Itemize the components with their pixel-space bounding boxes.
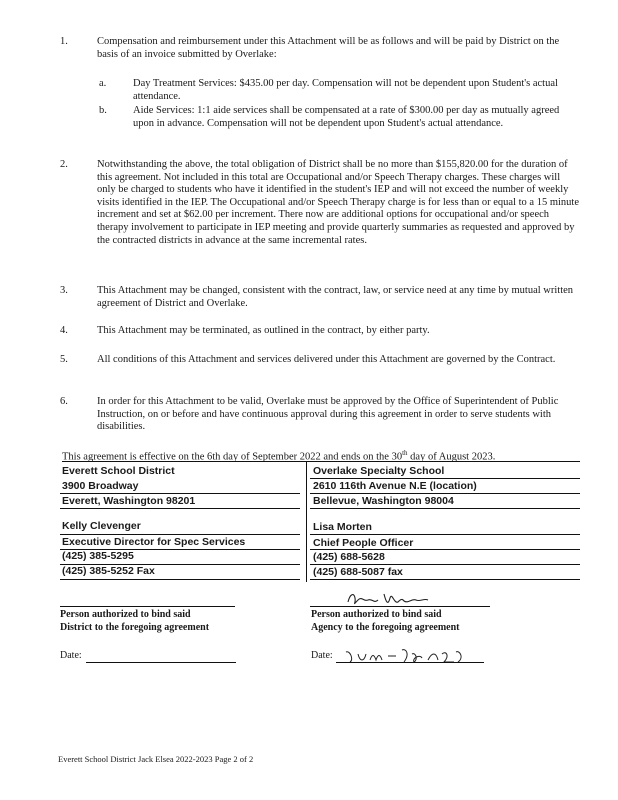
effective-superscript: th [402, 449, 408, 457]
item-text: All conditions of this Attachment and services delivered under this Attachment are governed by the Contract. [97, 354, 556, 365]
district-address-line2: Everett, Washington 98201 [62, 495, 196, 507]
date-label-right: Date: [311, 650, 333, 661]
agency-contact-title: Chief People Officer [313, 537, 414, 549]
date-line-left [86, 662, 236, 663]
underline [60, 493, 300, 494]
item-text: Notwithstanding the above, the total obligation of District shall be no more than $155,820.00 for the duration of this agreement. Not included in this total are Occupational and/or Speech Therapy charges. These charges will only be charged to students who have it identified in the student's IEP and will not exceed the number of weekly visits identified in the IEP. The Occupational and/or Speech Therapy charge is for less than or equal to a 15 minute increment and set at $62.00 per increment. There now are additional options for occupational and/or speech therapy involvement to participate in IEP meeting and provide quarterly summaries as requested and approved by the contracted districts in advance at the same incremental rates. [97, 159, 580, 246]
underline [310, 508, 580, 509]
item-text: Compensation and reimbursement under this Attachment will be as follows and will be paid by District on the basis of an invoice submitted by Overlake: [97, 36, 560, 60]
left-caption-line2: District to the foregoing agreement [60, 622, 210, 633]
effective-text-start: This agreement is effective on the 6th day of September 2022 and ends on the 30 [62, 451, 403, 463]
underline [310, 564, 580, 565]
subitem-letter: b. [99, 105, 107, 116]
effective-text-end: day of August 2023. [407, 451, 496, 463]
right-caption-line2: Agency to the foregoing agreement [311, 622, 460, 633]
item-text: This Attachment may be terminated, as outlined in the contract, by either party. [97, 325, 430, 336]
agency-phone: (425) 688-5628 [313, 551, 385, 563]
item-text: In order for this Attachment to be valid, Overlake must be approved by the Office of Superintendent of Public Instruction, on or before and have continuous approval during this agreement in order to serve students with disabilities. [97, 396, 559, 433]
agency-name: Overlake Specialty School [313, 465, 445, 477]
date-label-left: Date: [60, 650, 82, 661]
agency-contact-name: Lisa Morten [313, 521, 372, 533]
date-line-right [336, 662, 484, 663]
item-number: 3. [60, 285, 68, 296]
signature-line-left [60, 606, 235, 607]
agency-fax: (425) 688-5087 fax [313, 566, 403, 578]
page-footer: Everett School District Jack Elsea 2022-2023 Page 2 of 2 [58, 754, 254, 764]
underline [310, 478, 580, 479]
district-address-line1: 3900 Broadway [62, 480, 139, 492]
signature-line-right [310, 606, 490, 607]
item-number: 4. [60, 325, 68, 336]
district-phone: (425) 385-5295 [62, 550, 134, 562]
divider-line [62, 461, 580, 462]
item-number: 2. [60, 159, 68, 170]
district-name: Everett School District [62, 465, 175, 477]
underline [310, 579, 580, 580]
item-text: This Attachment may be changed, consistent with the contract, law, or service need at any time by mutual written agreement of District and Overlake. [97, 285, 574, 309]
agency-address-line1: 2610 116th Avenue N.E (location) [313, 480, 477, 492]
item-number: 1. [60, 36, 68, 47]
left-signature-caption [60, 608, 209, 634]
right-signature-caption [311, 608, 459, 634]
district-contact-name: Kelly Clevenger [62, 520, 141, 532]
underline [60, 508, 300, 509]
subitem-text: Day Treatment Services: $435.00 per day. Compensation will not be dependent upon Student's actual attendance. [133, 78, 558, 102]
district-fax: (425) 385-5252 Fax [62, 565, 155, 577]
right-caption-line1: Person authorized to bind said [311, 609, 442, 620]
item-number: 5. [60, 354, 68, 365]
subitem-letter: a. [99, 78, 107, 89]
column-divider [306, 462, 307, 582]
underline [60, 534, 300, 535]
agency-address-line2: Bellevue, Washington 98004 [313, 495, 454, 507]
item-number: 6. [60, 396, 68, 407]
district-contact-title: Executive Director for Spec Services [62, 536, 246, 548]
underline [310, 534, 580, 535]
subitem-text: Aide Services: 1:1 aide services shall be compensated at a rate of $300.00 per day as mutually agreed upon in advance. Compensation will not be dependent upon Student's actual attendance. [133, 105, 560, 129]
underline [60, 579, 300, 580]
left-caption-line1: Person authorized to bind said [60, 609, 191, 620]
underline [310, 493, 580, 494]
underline [310, 549, 580, 550]
